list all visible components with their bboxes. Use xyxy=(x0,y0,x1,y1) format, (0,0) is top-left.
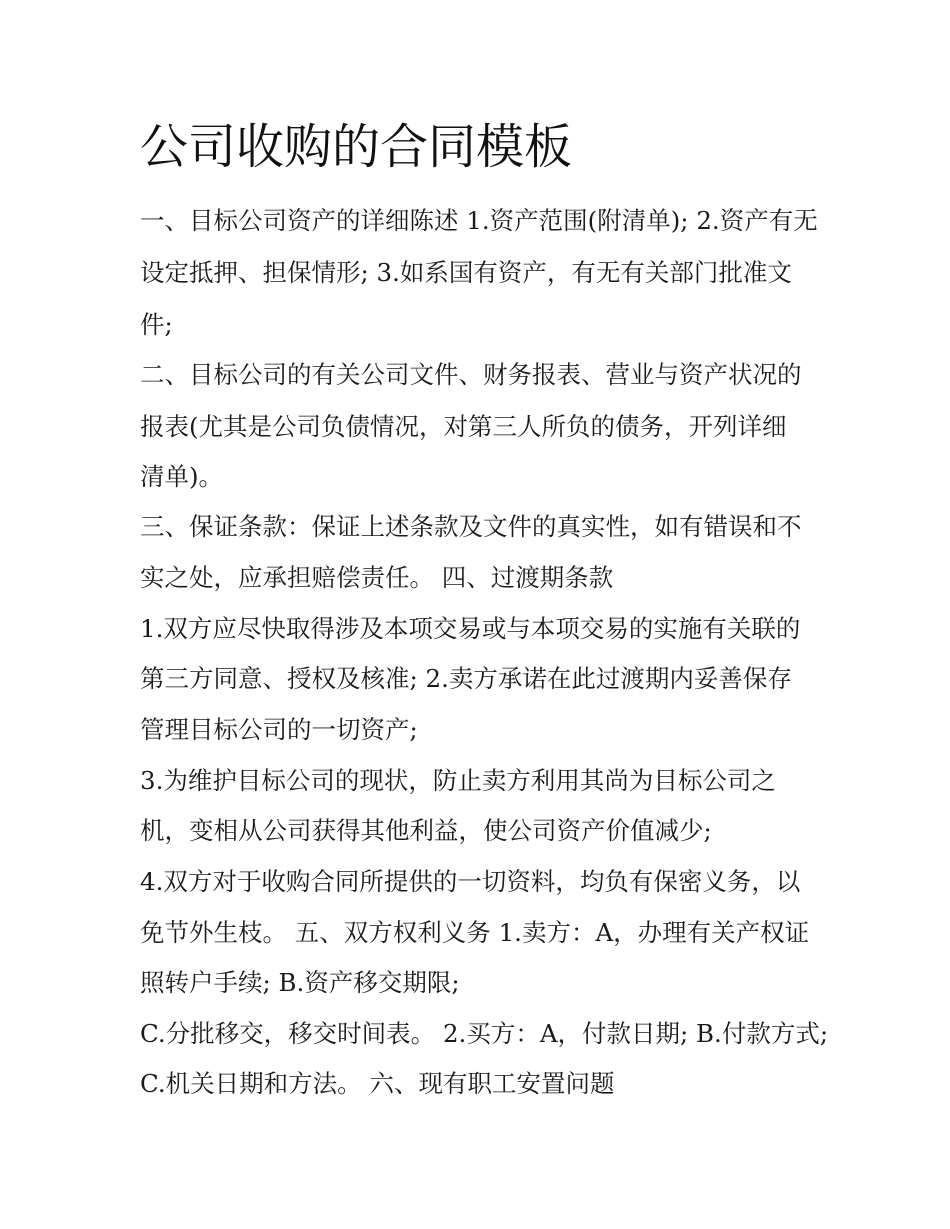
text-line: 管理目标公司的一切资产; xyxy=(140,715,418,744)
text-line: 3.为维护目标公司的现状，防止卖方利用其尚为目标公司之 xyxy=(140,766,776,795)
text-line: 第三方同意、授权及核准; 2.卖方承诺在此过渡期内妥善保存 xyxy=(140,664,792,693)
text-line: 1.双方应尽快取得涉及本项交易或与本项交易的实施有关联的 xyxy=(140,614,801,643)
text-line: 清单)。 xyxy=(140,462,224,491)
text-line: 一、目标公司资产的详细陈述 1.资产范围(附清单); 2.资产有无 xyxy=(140,206,818,235)
text-line: 免节外生枝。 五、双方权利义务 1.卖方：A，办理有关产权证 xyxy=(140,918,810,947)
text-line: C.机关日期和方法。 六、现有职工安置问题 xyxy=(140,1069,615,1098)
text-line: 三、保证条款：保证上述条款及文件的真实性，如有错误和不 xyxy=(140,512,802,541)
text-line: 报表(尤其是公司负债情况，对第三人所负的债务，开列详细 xyxy=(140,412,787,441)
text-line: 机，变相从公司获得其他利益，使公司资产价值减少; xyxy=(140,816,712,845)
text-line: C.分批移交，移交时间表。 2.买方：A，付款日期; B.付款方式; xyxy=(140,1019,829,1048)
text-line: 设定抵押、担保情形; 3.如系国有资产，有无有关部门批准文 xyxy=(140,258,792,287)
text-line: 件; xyxy=(140,310,173,339)
text-line: 实之处，应承担赔偿责任。 四、过渡期条款 xyxy=(140,563,614,592)
text-line: 照转户手续; B.资产移交期限; xyxy=(140,968,460,997)
text-line: 二、目标公司的有关公司文件、财务报表、营业与资产状况的 xyxy=(140,360,802,389)
text-line: 4.双方对于收购合同所提供的一切资料，均负有保密义务，以 xyxy=(140,867,801,896)
page-title: 公司收购的合同模板 xyxy=(140,119,573,175)
